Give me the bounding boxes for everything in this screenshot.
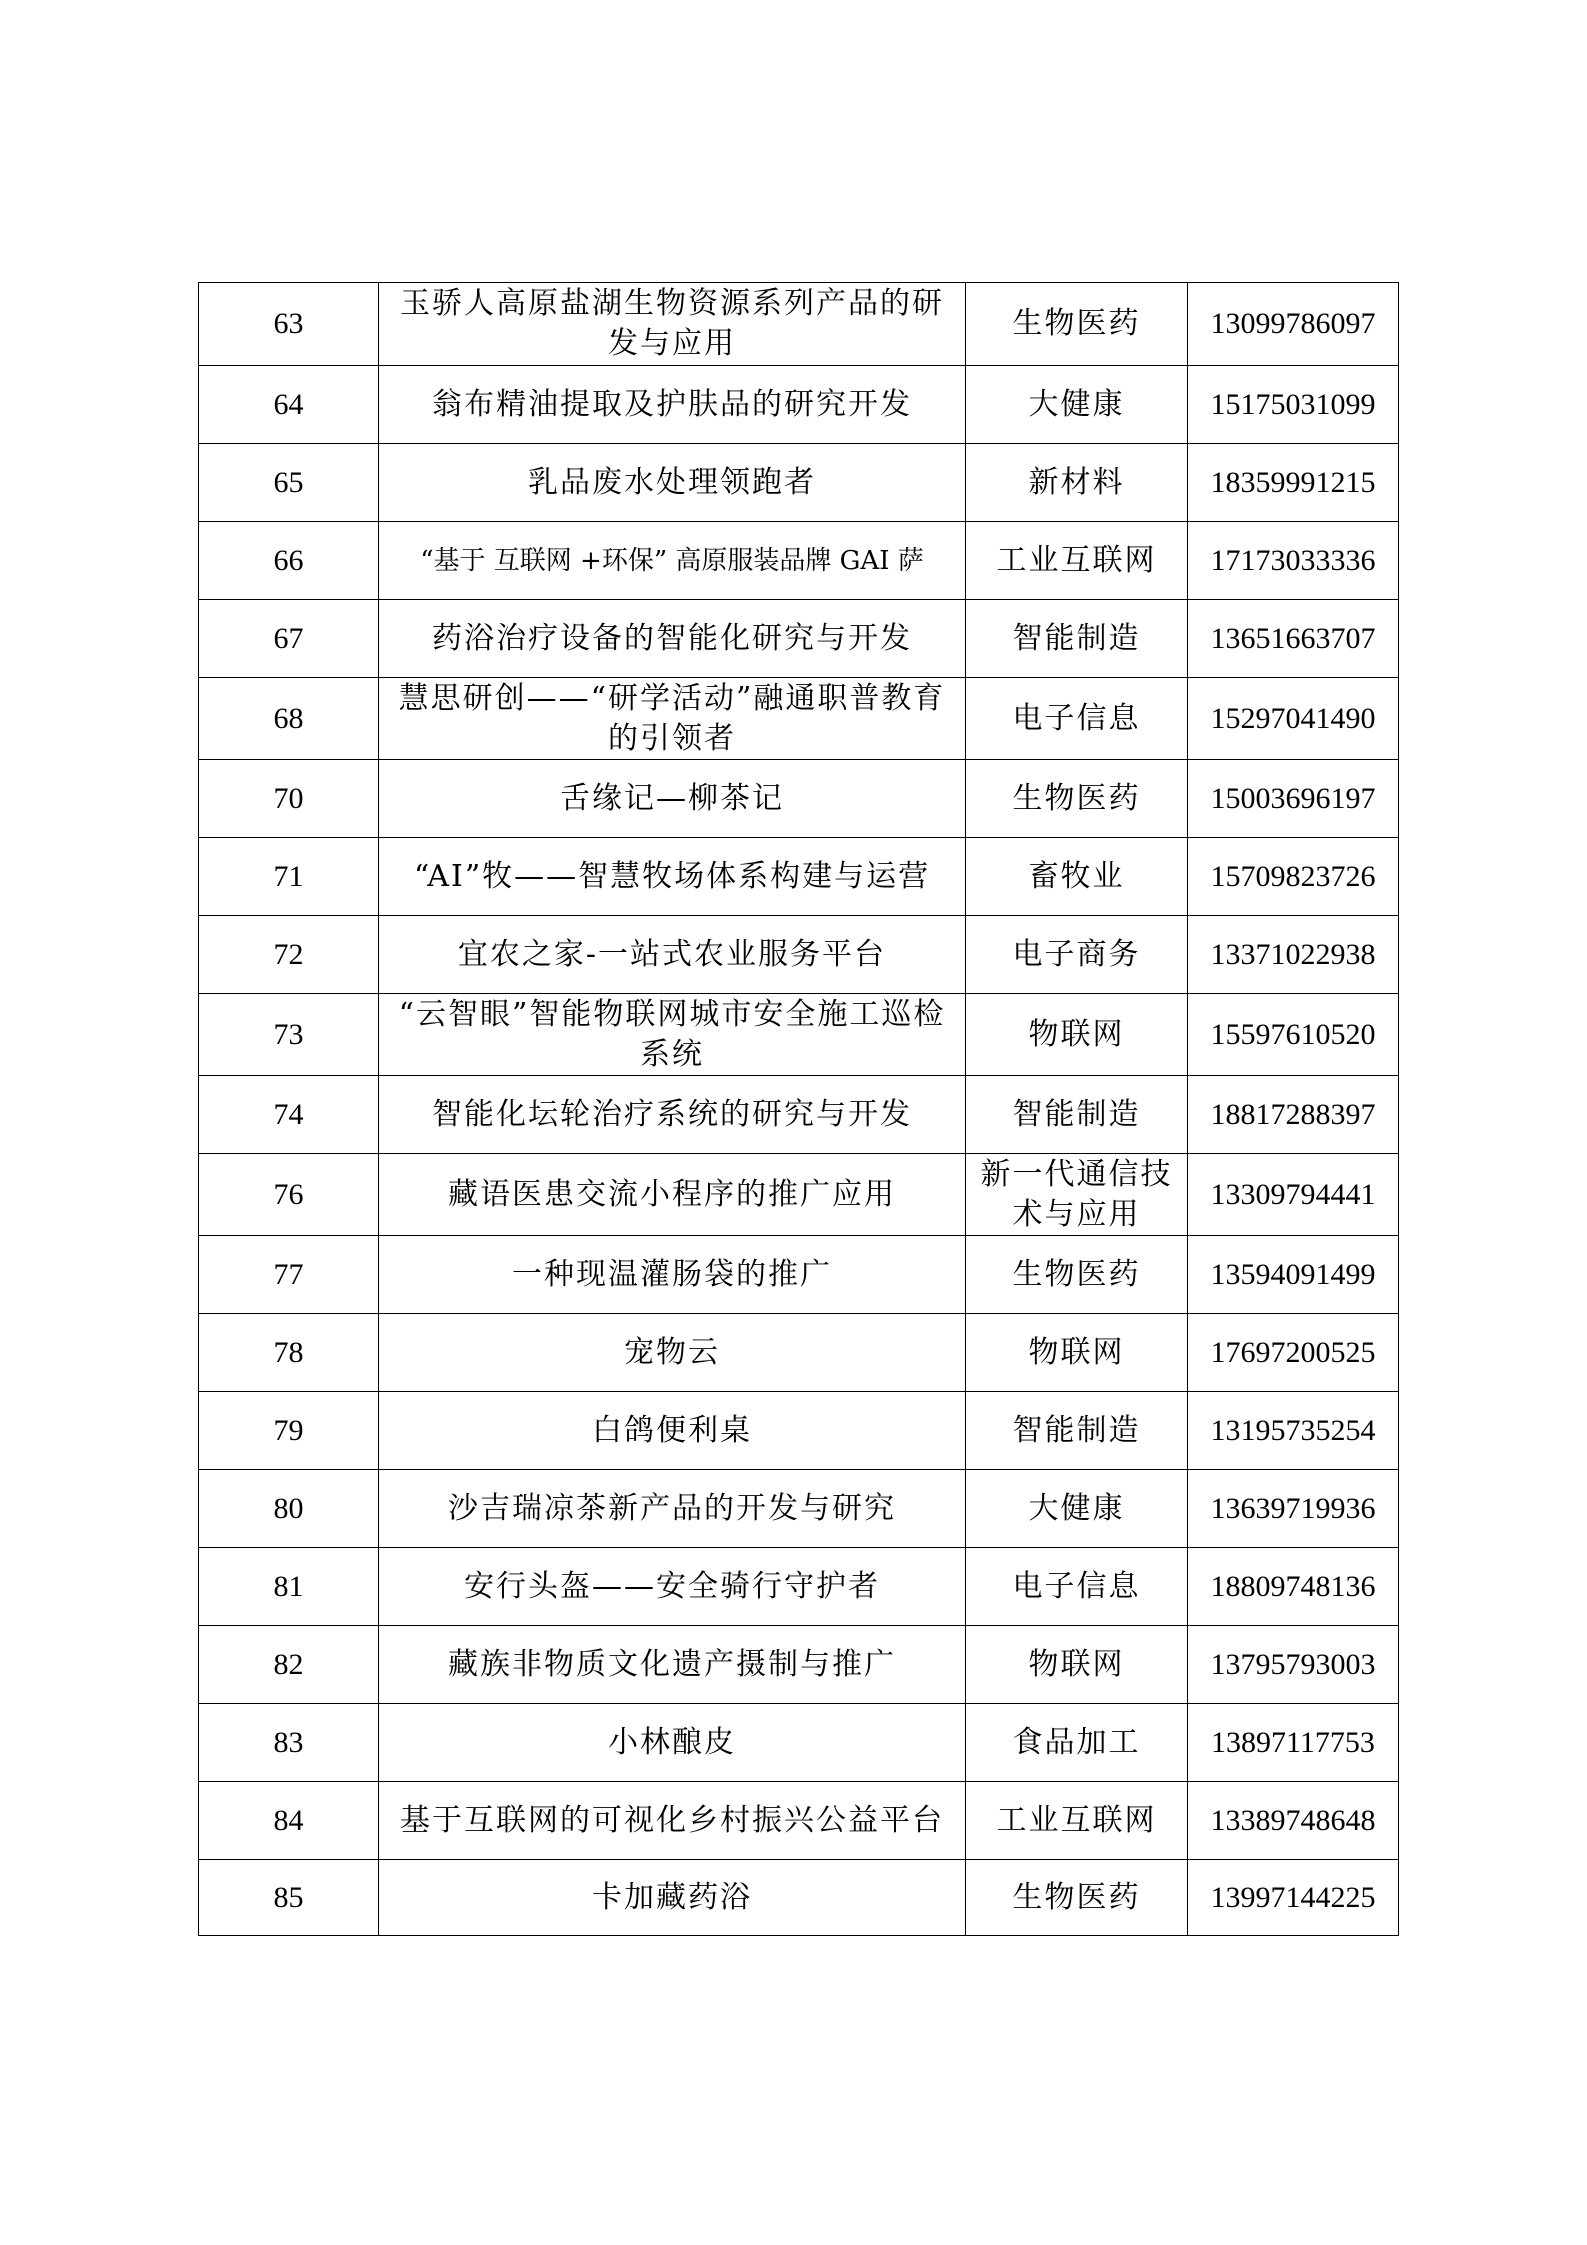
project-name: 翁布精油提取及护肤品的研究开发 [379,366,966,444]
row-number: 68 [199,678,379,760]
table-row [199,1626,1399,1704]
contact-phone: 13371022938 [1188,916,1399,994]
row-number: 76 [199,1154,379,1236]
project-table-wrapper [198,282,1398,1936]
project-category: 新材料 [966,444,1188,522]
table-row [199,600,1399,678]
project-table [198,282,1399,1936]
table-row [199,283,1399,366]
table-row [199,1154,1399,1236]
project-name: 一种现温灌肠袋的推广 [379,1236,966,1314]
row-number: 83 [199,1704,379,1782]
project-category: 工业互联网 [966,522,1188,600]
row-number: 67 [199,600,379,678]
table-row [199,838,1399,916]
project-name: 沙吉瑞凉茶新产品的开发与研究 [379,1470,966,1548]
project-name: “AI”牧——智慧牧场体系构建与运营 [379,838,966,916]
contact-phone: 13795793003 [1188,1626,1399,1704]
project-name: 小林酿皮 [379,1704,966,1782]
table-row [199,760,1399,838]
row-number: 82 [199,1626,379,1704]
contact-phone: 15709823726 [1188,838,1399,916]
project-category: 生物医药 [966,1236,1188,1314]
contact-phone: 13997144225 [1188,1860,1399,1936]
row-number: 65 [199,444,379,522]
table-row [199,916,1399,994]
table-row [199,1314,1399,1392]
project-category: 电子信息 [966,1548,1188,1626]
project-name: 基于互联网的可视化乡村振兴公益平台 [379,1782,966,1860]
project-name: 宠物云 [379,1314,966,1392]
row-number: 70 [199,760,379,838]
contact-phone: 17697200525 [1188,1314,1399,1392]
table-row [199,1236,1399,1314]
table-row [199,1704,1399,1782]
row-number: 79 [199,1392,379,1470]
table-row [199,1782,1399,1860]
table-row [199,1548,1399,1626]
project-category: 智能制造 [966,600,1188,678]
row-number: 66 [199,522,379,600]
table-row [199,1392,1399,1470]
table-row [199,1860,1399,1936]
project-category: 生物医药 [966,283,1188,366]
project-category: 工业互联网 [966,1782,1188,1860]
table-row [199,994,1399,1076]
project-name: 慧思研创——“研学活动”融通职普教育的引领者 [379,678,966,760]
contact-phone: 13195735254 [1188,1392,1399,1470]
project-name: 玉骄人高原盐湖生物资源系列产品的研发与应用 [379,283,966,366]
row-number: 80 [199,1470,379,1548]
project-name: “基于 互联网 +环保” 高原服装品牌 GAI 萨 [379,522,966,600]
project-category: 物联网 [966,1314,1188,1392]
project-name: 藏族非物质文化遗产摄制与推广 [379,1626,966,1704]
project-category: 电子商务 [966,916,1188,994]
project-category: 物联网 [966,1626,1188,1704]
project-category: 畜牧业 [966,838,1188,916]
table-row [199,1076,1399,1154]
project-category: 新一代通信技术与应用 [966,1154,1188,1236]
project-category: 大健康 [966,366,1188,444]
project-category: 生物医药 [966,1860,1188,1936]
contact-phone: 17173033336 [1188,522,1399,600]
contact-phone: 13651663707 [1188,600,1399,678]
contact-phone: 15297041490 [1188,678,1399,760]
table-row [199,366,1399,444]
table-row [199,1470,1399,1548]
table-row [199,678,1399,760]
contact-phone: 13099786097 [1188,283,1399,366]
project-category: 食品加工 [966,1704,1188,1782]
project-name: 安行头盔——安全骑行守护者 [379,1548,966,1626]
project-name: 智能化坛轮治疗系统的研究与开发 [379,1076,966,1154]
table-row [199,522,1399,600]
row-number: 84 [199,1782,379,1860]
project-name: “云智眼”智能物联网城市安全施工巡检系统 [379,994,966,1076]
row-number: 78 [199,1314,379,1392]
contact-phone: 15597610520 [1188,994,1399,1076]
project-table-body [199,283,1399,1936]
project-category: 大健康 [966,1470,1188,1548]
project-name: 乳品废水处理领跑者 [379,444,966,522]
table-row [199,444,1399,522]
contact-phone: 13897117753 [1188,1704,1399,1782]
project-name: 白鸽便利桌 [379,1392,966,1470]
row-number: 64 [199,366,379,444]
project-category: 智能制造 [966,1392,1188,1470]
project-name: 舌缘记—柳茶记 [379,760,966,838]
row-number: 73 [199,994,379,1076]
project-name: 卡加藏药浴 [379,1860,966,1936]
contact-phone: 15003696197 [1188,760,1399,838]
project-category: 智能制造 [966,1076,1188,1154]
contact-phone: 18359991215 [1188,444,1399,522]
contact-phone: 13309794441 [1188,1154,1399,1236]
row-number: 81 [199,1548,379,1626]
row-number: 77 [199,1236,379,1314]
row-number: 85 [199,1860,379,1936]
contact-phone: 18809748136 [1188,1548,1399,1626]
contact-phone: 18817288397 [1188,1076,1399,1154]
project-category: 生物医药 [966,760,1188,838]
row-number: 63 [199,283,379,366]
project-name: 藏语医患交流小程序的推广应用 [379,1154,966,1236]
contact-phone: 15175031099 [1188,366,1399,444]
project-category: 物联网 [966,994,1188,1076]
contact-phone: 13594091499 [1188,1236,1399,1314]
row-number: 71 [199,838,379,916]
project-name: 宜农之家-一站式农业服务平台 [379,916,966,994]
row-number: 72 [199,916,379,994]
project-name: 药浴治疗设备的智能化研究与开发 [379,600,966,678]
project-category: 电子信息 [966,678,1188,760]
contact-phone: 13389748648 [1188,1782,1399,1860]
contact-phone: 13639719936 [1188,1470,1399,1548]
row-number: 74 [199,1076,379,1154]
